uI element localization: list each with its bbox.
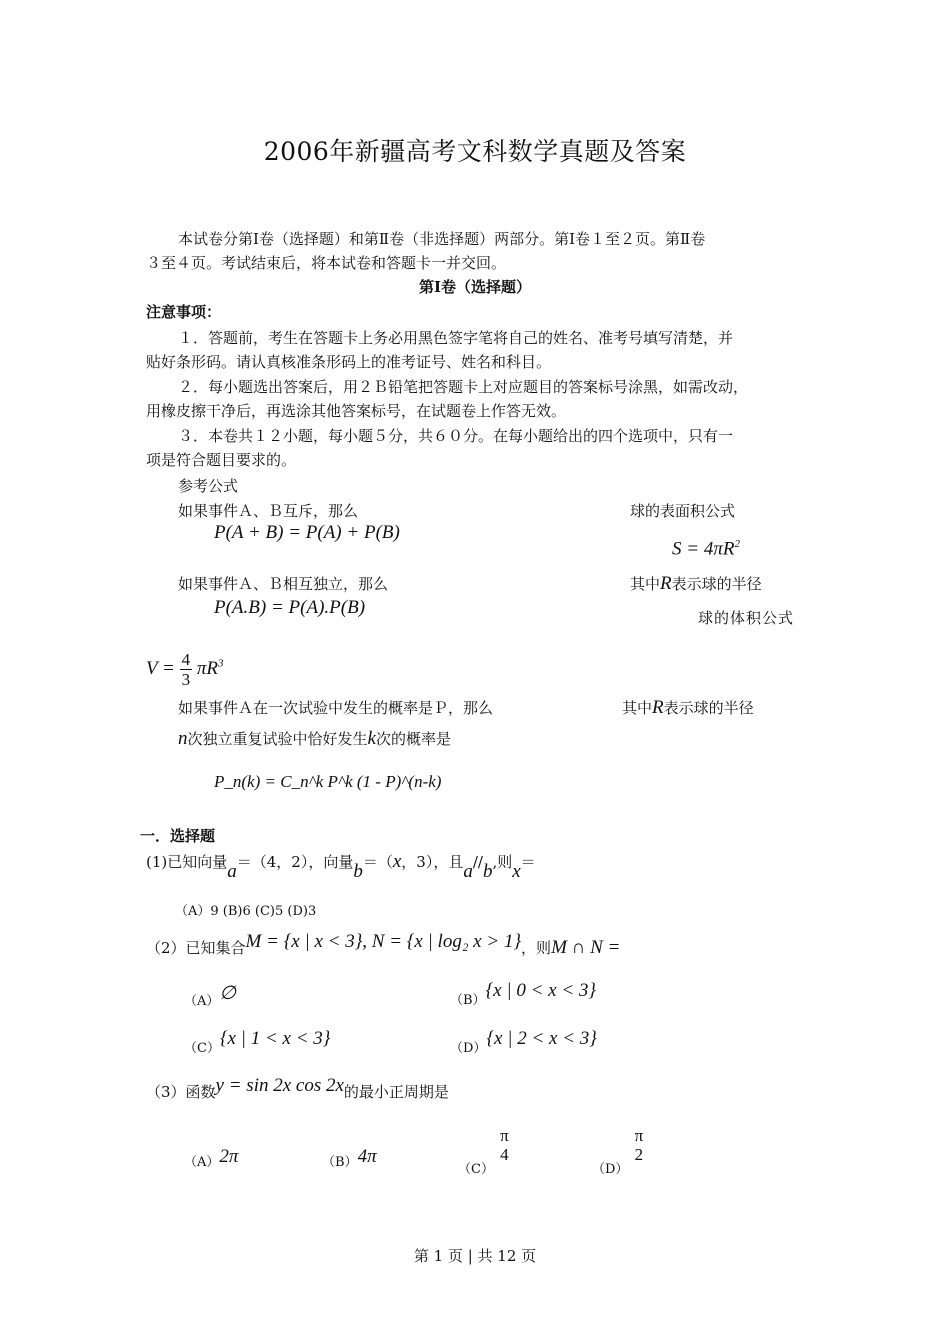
formula-heading: 参考公式 — [178, 477, 239, 495]
mutex-formula: P(A + B) = P(A) + P(B) — [214, 522, 400, 543]
sphere-volume-label: 球的体积公式 — [698, 609, 795, 627]
section-heading: 一．选择题 — [140, 827, 216, 845]
intro-line-2: ３至４页。考试结束后，将本试卷和答题卡一并交回。 — [146, 254, 507, 272]
sphere-area-formula: $S = 4\pi R^2$ — [672, 538, 740, 560]
question-3-option-a: （A）2π — [184, 1146, 239, 1170]
question-2-option-d: （D）{x | 2 < x < 3} — [450, 1028, 597, 1056]
radius-note: 其中R表示球的半径 — [630, 573, 762, 594]
question-2-option-b: （B）{x | 0 < x < 3} — [450, 980, 596, 1008]
independent-label: 如果事件Ａ、Ｂ相互独立，那么 — [178, 575, 389, 593]
question-3-option-b: （B）4π — [322, 1146, 377, 1170]
question-1-options: （A）9 (B)6 (C)5 (D)3 — [175, 904, 317, 919]
intro-line-1: 本试卷分第Ⅰ卷（选择题）和第Ⅱ卷（非选择题）两部分。第Ⅰ卷１至２页。第Ⅱ卷 — [178, 230, 706, 248]
question-3-option-c: （C） π 4 — [458, 1126, 509, 1177]
radius-note-2: 其中R表示球的半径 — [622, 697, 754, 718]
part1-heading: 第Ⅰ卷（选择题） — [418, 278, 532, 296]
sphere-volume-formula: V = $\frac{4}{3}$ $\pi R^3$ — [146, 650, 224, 689]
question-2-option-c: （C）{x | 1 < x < 3} — [184, 1028, 331, 1056]
event-prob-label: 如果事件Ａ在一次试验中发生的概率是Ｐ，那么 — [178, 699, 494, 717]
question-2: （2）已知集合M = {x | x < 3}, N = {x | log₂ x > 1}，则M ∩ N = — [146, 931, 621, 958]
question-2-option-a: （A）∅ — [184, 983, 236, 1009]
notice-item-1-line-1: １．答题前，考生在答题卡上务必用黑色签字笔将自己的姓名、准考号填写清楚，并 — [178, 329, 734, 347]
page-title: 2006年新疆高考文科数学真题及答案 — [263, 137, 687, 166]
bernoulli-label: n次独立重复试验中恰好发生k次的概率是 — [178, 728, 451, 749]
notice-item-3-line-1: ３．本卷共１２小题，每小题５分，共６０分。在每小题给出的四个选项中，只有一 — [178, 427, 734, 445]
page-footer: 第 1 页 | 共 12 页 — [413, 1247, 537, 1265]
question-3-option-d: （D） π 2 — [592, 1126, 644, 1177]
independent-formula: P(A.B) = P(A).P(B) — [214, 597, 366, 618]
question-3: （3）函数y = sin 2x cos 2x的最小正周期是 — [146, 1075, 449, 1101]
notice-heading: 注意事项： — [146, 303, 222, 321]
mutex-label: 如果事件Ａ、Ｂ互斥，那么 — [178, 502, 359, 520]
notice-item-1-line-2: 贴好条形码。请认真核准条形码上的准考证号、姓名和科目。 — [146, 353, 552, 371]
bernoulli-formula: P_n(k) = C_n^k P^k (1 - P)^(n-k) — [214, 772, 442, 791]
notice-item-3-line-2: 项是符合题目要求的。 — [146, 451, 297, 469]
notice-item-2-line-1: ２．每小题选出答案后，用２Ｂ铅笔把答题卡上对应题目的答案标号涂黑，如需改动， — [178, 378, 749, 396]
sphere-area-label: 球的表面积公式 — [630, 502, 736, 520]
question-1: (1)已知向量a＝（4，2），向量b＝（x，3），且a//b,则x＝ — [146, 851, 536, 882]
notice-item-2-line-2: 用橡皮擦干净后，再选涂其他答案标号，在试题卷上作答无效。 — [146, 402, 567, 420]
